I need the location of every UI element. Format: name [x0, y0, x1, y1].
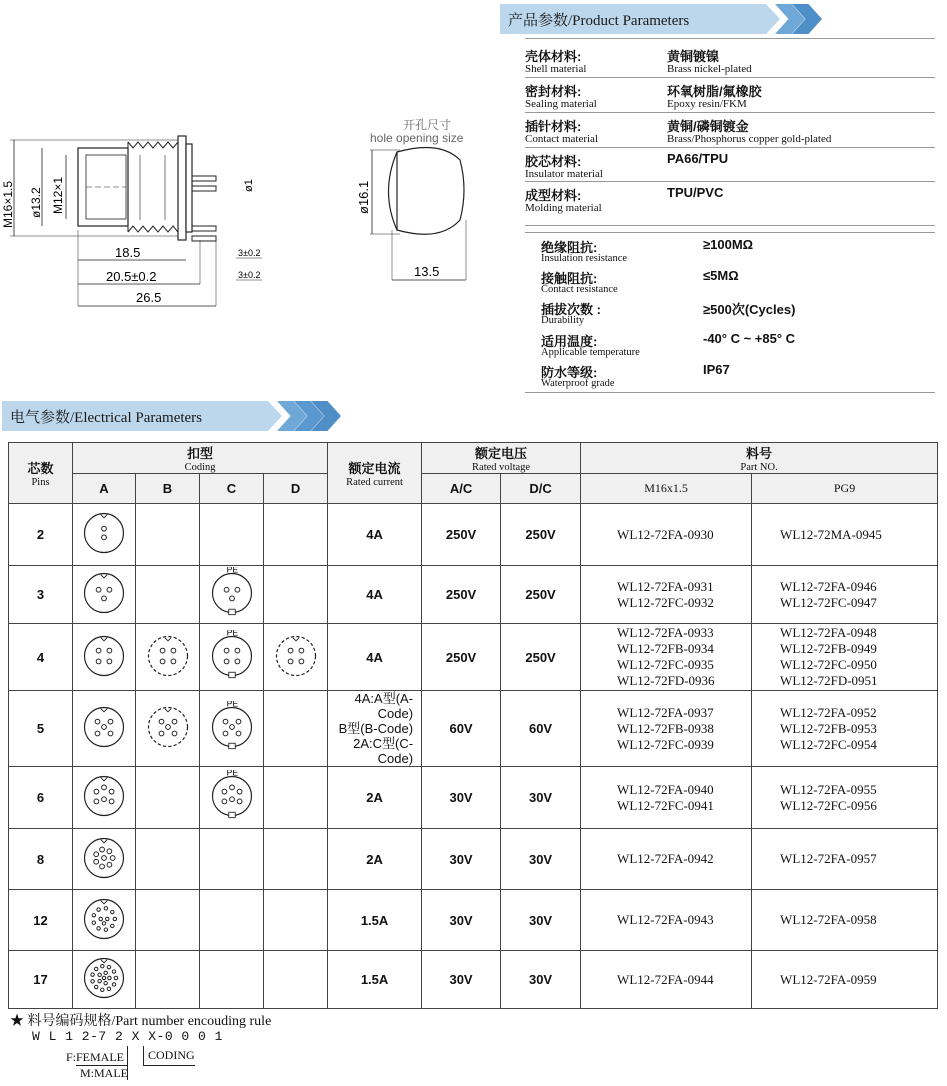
coding-c-icon [200, 624, 264, 691]
table-row [9, 624, 938, 691]
dc-cell: 60V [501, 691, 581, 767]
property-name-zh: 接触阻抗: [541, 271, 598, 286]
voltage-header: 额定电压 Rated voltage [422, 443, 581, 474]
coding-d-icon [264, 829, 328, 890]
current-line: 4A:A型(A-Code) [354, 691, 414, 721]
current-header: 额定电流 Rated current [328, 443, 422, 504]
part-number: WL12-72FA-0952 [780, 704, 877, 720]
svg-text:PE: PE [226, 770, 238, 778]
m16-part-cell [581, 624, 752, 691]
pg9-part-cell [752, 504, 938, 566]
part-number: WL12-72FC-0954 [780, 736, 877, 752]
m16-part-cell [581, 767, 752, 829]
dc-cell: 250V [501, 566, 581, 624]
part-number: WL12-72FC-0956 [780, 797, 877, 813]
m16-part-cell [581, 691, 752, 767]
coding-d-icon [264, 890, 328, 951]
part-number: WL12-72FA-0940 [617, 781, 714, 797]
elec-property-row [541, 237, 941, 267]
property-name-en: Waterproof grade [541, 378, 615, 389]
ac-cell: 30V [422, 829, 501, 890]
property-name-en: Contact resistance [541, 284, 618, 295]
property-value: IP67 [703, 362, 730, 377]
ac-header: A/C [422, 474, 501, 504]
coding-b-icon [136, 691, 200, 767]
coding-a-icon [73, 829, 136, 890]
coding-a-icon [73, 504, 136, 566]
coding-d-icon [264, 624, 328, 691]
property-name-en: Insulation resistance [541, 253, 628, 264]
table-row [9, 829, 938, 890]
pins-cell: 5 [9, 691, 73, 767]
pins-cell: 8 [9, 829, 73, 890]
pins-cell: 4 [9, 624, 73, 691]
dim-d1: ø1 [243, 179, 255, 192]
param-name-en: Shell material [525, 63, 587, 75]
product-banner: 产品参数/Product Parameters [500, 4, 780, 34]
current-cell: 4A [328, 566, 422, 624]
coding-c-icon [200, 504, 264, 566]
svg-text:PE: PE [226, 629, 238, 637]
coding-c-icon [200, 767, 264, 829]
property-value: ≥100MΩ [703, 237, 754, 252]
m16-header: M16x1.5 [581, 474, 752, 504]
elec-property-row [541, 331, 941, 361]
property-name-zh: 防水等级: [541, 365, 598, 380]
part-number: WL12-72MA-0945 [780, 526, 882, 542]
divider [525, 38, 935, 39]
pins-header: 芯数 Pins [9, 443, 73, 504]
part-number: WL12-72FD-0951 [780, 673, 878, 688]
pins-cell: 6 [9, 767, 73, 829]
coding-d-icon [264, 504, 328, 566]
pg9-part-cell [752, 767, 938, 829]
code-c-header: C [200, 474, 264, 504]
current-cell: 4A [328, 624, 422, 691]
table-row [9, 767, 938, 829]
coding-c-icon [200, 691, 264, 767]
dim-m12: M12×1 [51, 176, 65, 214]
property-value: ≤5MΩ [703, 268, 739, 283]
coding-header: 扣型 Coding [73, 443, 328, 474]
pg9-header: PG9 [752, 474, 938, 504]
param-name-zh: 插针材料: [525, 119, 582, 134]
dim-3a: 3±0.2 [238, 248, 261, 258]
svg-text:PE: PE [226, 567, 238, 575]
ac-cell: 250V [422, 624, 501, 691]
param-name-zh: 成型材料: [525, 188, 582, 203]
dim-d13: ø13.2 [29, 187, 43, 218]
female-label: F:FEMALE [66, 1050, 125, 1064]
electrical-table [8, 442, 938, 1009]
param-value-zh: PA66/TPU [667, 151, 729, 166]
pins-cell: 17 [9, 951, 73, 1009]
part-number: WL12-72FA-0937 [617, 704, 714, 720]
ac-cell: 60V [422, 691, 501, 767]
divider [525, 225, 935, 226]
part-number: WL12-72FA-0930 [617, 526, 714, 542]
param-name-zh: 壳体材料: [525, 49, 582, 64]
male-label: M:MALE [80, 1066, 128, 1080]
dc-cell: 250V [501, 504, 581, 566]
coding-b-icon [136, 767, 200, 829]
coding-a-icon [73, 624, 136, 691]
part-number: WL12-72FA-0948 [780, 625, 877, 640]
coding-d-icon [264, 951, 328, 1009]
coding-b-icon [136, 624, 200, 691]
param-name-en: Contact material [525, 133, 598, 145]
pins-cell: 2 [9, 504, 73, 566]
coding-b-icon [136, 890, 200, 951]
property-value: -40° C ~ +85° C [703, 331, 796, 346]
product-param-row [525, 151, 935, 185]
current-cell: 1.5A [328, 890, 422, 951]
property-name-zh: 绝缘阻抗: [541, 240, 598, 255]
current-line: B型(B-Code) [338, 721, 414, 736]
part-number: WL12-72FA-0944 [617, 971, 714, 987]
pg9-part-cell [752, 890, 938, 951]
param-name-en: Sealing material [525, 98, 597, 110]
dc-cell: 30V [501, 951, 581, 1009]
coding-c-icon [200, 566, 264, 624]
part-number: WL12-72FB-0949 [780, 641, 877, 656]
encoding-code: W L 1 2-7 2 X X-0 0 0 1 [32, 1029, 223, 1044]
coding-b-icon [136, 951, 200, 1009]
coding-b-icon [136, 829, 200, 890]
dc-cell: 30V [501, 890, 581, 951]
param-value-en: Epoxy resin/FKM [667, 98, 747, 110]
pg9-part-cell [752, 951, 938, 1009]
divider [525, 392, 935, 393]
product-param-row [525, 46, 935, 80]
coding-label: CODING [148, 1048, 195, 1062]
current-line: 2A:C型(C-Code) [353, 736, 414, 766]
svg-text:PE: PE [226, 701, 238, 709]
hole-title-en: hole opening size [370, 131, 464, 145]
param-value-zh: 环氧树脂/氟橡胶 [667, 84, 762, 99]
part-number: WL12-72FC-0932 [617, 594, 714, 610]
m16-part-cell [581, 566, 752, 624]
m16-part-cell [581, 951, 752, 1009]
param-name-en: Insulator material [525, 168, 603, 180]
coding-a-icon [73, 890, 136, 951]
current-cell: 2A [328, 829, 422, 890]
m16-part-cell [581, 504, 752, 566]
m16-part-cell [581, 890, 752, 951]
part-number: WL12-72FC-0935 [617, 657, 714, 672]
pg9-part-cell [752, 566, 938, 624]
electrical-banner: 电气参数/Electrical Parameters [2, 401, 282, 431]
param-name-zh: 密封材料: [525, 84, 582, 99]
dc-cell: 30V [501, 829, 581, 890]
elec-property-row [541, 299, 941, 329]
part-number: WL12-72FA-0943 [617, 912, 714, 927]
ac-cell: 250V [422, 566, 501, 624]
ac-cell: 250V [422, 504, 501, 566]
table-row [9, 691, 938, 767]
table-row [9, 566, 938, 624]
property-value: ≥500次(Cycles) [703, 302, 796, 317]
table-row [9, 890, 938, 951]
property-name-en: Durability [541, 315, 585, 326]
hole-dia: ø16.1 [356, 180, 371, 214]
param-value-en: Brass/Phosphorus copper gold-plated [667, 133, 832, 145]
property-name-zh: 插拔次数 : [541, 302, 601, 317]
dc-header: D/C [501, 474, 581, 504]
param-value-en: Brass nickel-plated [667, 63, 752, 75]
part-number: WL12-72FB-0934 [617, 641, 714, 656]
coding-c-icon [200, 951, 264, 1009]
product-param-row [525, 81, 935, 115]
param-name-en: Molding material [525, 202, 602, 214]
code-d-header: D [264, 474, 328, 504]
current-cell: 2A [328, 767, 422, 829]
part-number: WL12-72FA-0931 [617, 578, 714, 594]
part-header: 料号 Part NO. [581, 443, 938, 474]
current-cell: 4A [328, 504, 422, 566]
elec-property-row [541, 268, 941, 298]
coding-a-icon [73, 767, 136, 829]
dim-185: 18.5 [115, 245, 141, 260]
coding-c-icon [200, 829, 264, 890]
encoding-title: ★ 料号编码规格/Part number encouding rule [10, 1014, 272, 1029]
dim-3b: 3±0.2 [238, 270, 261, 280]
param-name-zh: 胶芯材料: [525, 154, 582, 169]
part-number: WL12-72FB-0953 [780, 720, 877, 736]
product-param-row [525, 185, 935, 219]
pins-cell: 3 [9, 566, 73, 624]
hole-drawing [340, 140, 500, 290]
dim-m16: M16×1.5 [1, 180, 15, 228]
part-number: WL12-72FC-0950 [780, 657, 877, 672]
ac-cell: 30V [422, 890, 501, 951]
coding-a-icon [73, 951, 136, 1009]
product-param-row [525, 116, 935, 150]
divider [143, 1046, 144, 1066]
part-number: WL12-72FC-0941 [617, 797, 714, 813]
pg9-part-cell [752, 829, 938, 890]
part-number: WL12-72FA-0946 [780, 578, 877, 594]
coding-c-icon [200, 890, 264, 951]
dim-205: 20.5±0.2 [106, 269, 157, 284]
part-number: WL12-72FC-0947 [780, 594, 877, 610]
hole-width: 13.5 [414, 264, 440, 279]
code-b-header: B [136, 474, 200, 504]
current-cell [328, 691, 422, 767]
coding-a-icon [73, 566, 136, 624]
pg9-part-cell [752, 624, 938, 691]
connector-drawing [0, 100, 300, 310]
hole-title-zh: 开孔尺寸 [402, 118, 451, 132]
current-cell: 1.5A [328, 951, 422, 1009]
coding-b-icon [136, 504, 200, 566]
part-number: WL12-72FA-0958 [780, 912, 877, 927]
param-value-zh: 黄铜/磷铜镀金 [667, 119, 749, 134]
dc-cell: 250V [501, 624, 581, 691]
part-number: WL12-72FA-0957 [780, 851, 877, 866]
part-number: WL12-72FD-0936 [617, 673, 715, 688]
table-row [9, 951, 938, 1009]
m16-part-cell [581, 829, 752, 890]
part-number: WL12-72FA-0942 [617, 851, 714, 866]
table-row [9, 504, 938, 566]
coding-d-icon [264, 566, 328, 624]
param-value-zh: TPU/PVC [667, 185, 724, 200]
divider [143, 1065, 195, 1066]
code-a-header: A [73, 474, 136, 504]
divider [525, 232, 935, 233]
pins-cell: 12 [9, 890, 73, 951]
part-number: WL12-72FA-0955 [780, 781, 877, 797]
coding-b-icon [136, 566, 200, 624]
pg9-part-cell [752, 691, 938, 767]
coding-d-icon [264, 767, 328, 829]
property-name-zh: 适用温度: [541, 334, 598, 349]
ac-cell: 30V [422, 767, 501, 829]
property-name-en: Applicable temperature [541, 347, 640, 358]
part-number: WL12-72FB-0938 [617, 720, 714, 736]
elec-property-row [541, 362, 941, 392]
coding-a-icon [73, 691, 136, 767]
coding-d-icon [264, 691, 328, 767]
dim-265: 26.5 [136, 290, 162, 305]
ac-cell: 30V [422, 951, 501, 1009]
part-number: WL12-72FA-0959 [780, 971, 877, 987]
part-number: WL12-72FC-0939 [617, 736, 714, 752]
dc-cell: 30V [501, 767, 581, 829]
param-value-zh: 黄铜镀镍 [667, 49, 720, 64]
part-number: WL12-72FA-0933 [617, 625, 714, 640]
